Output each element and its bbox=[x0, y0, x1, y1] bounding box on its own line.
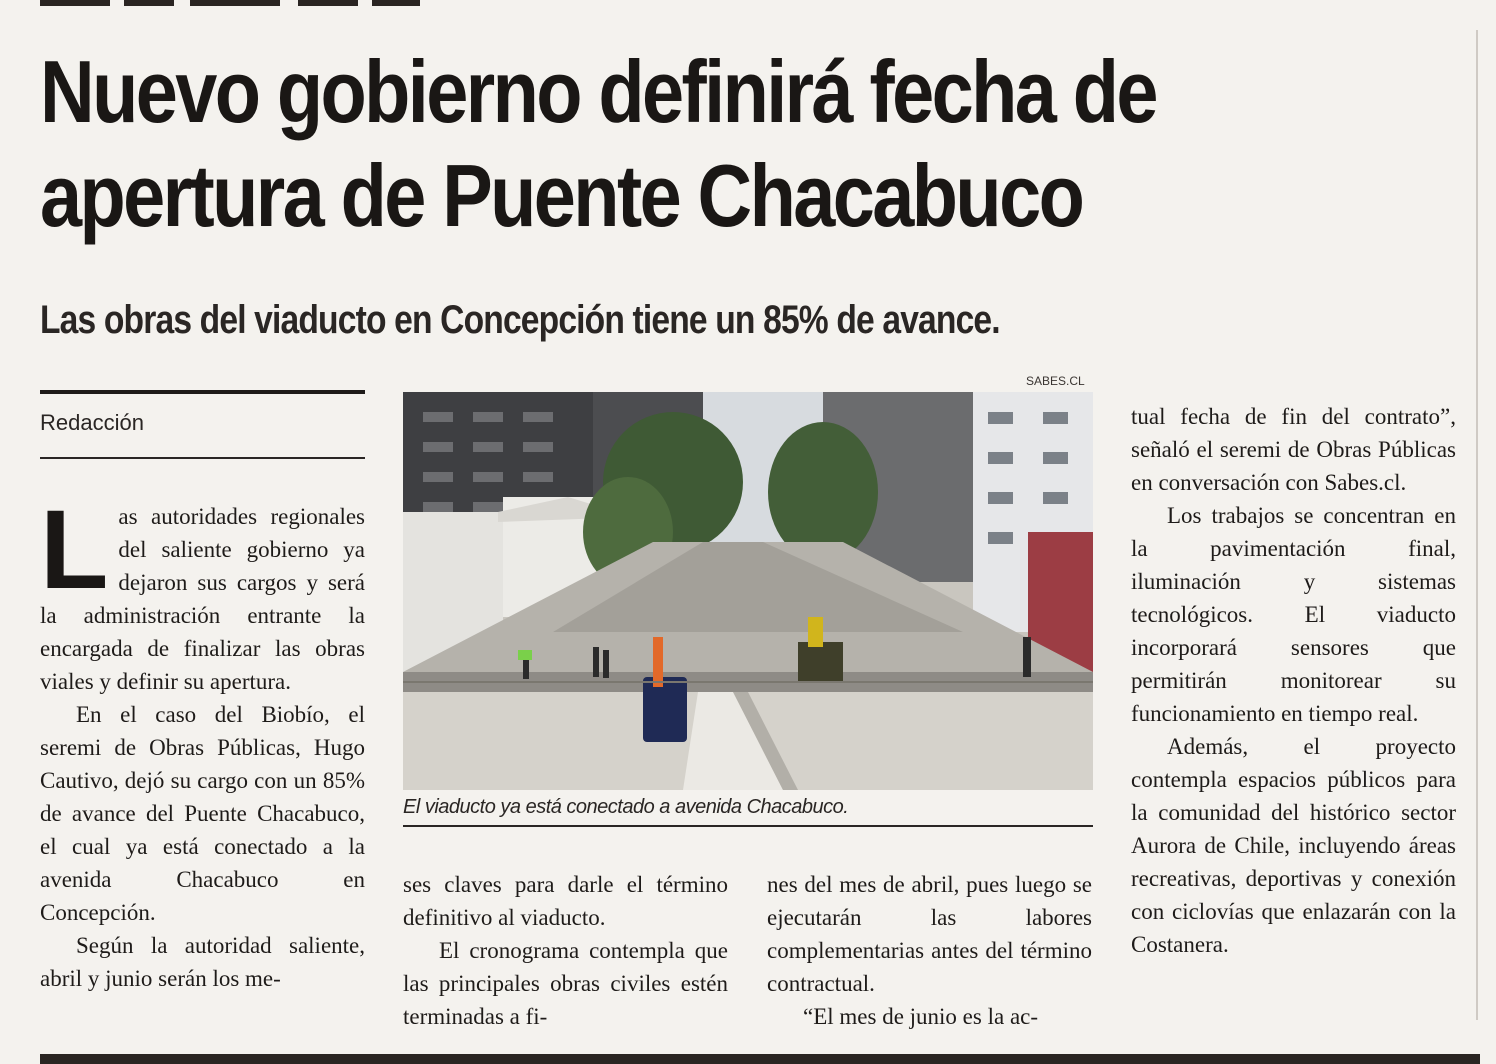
drop-cap: L bbox=[40, 487, 109, 612]
article-paragraph: Las autoridades regionales del saliente gobierno ya dejaron sus cargos y será la administración entrante la encargada de finalizar las obras viales y definir su apertura. bbox=[40, 487, 365, 694]
article-column-3 bbox=[767, 868, 1092, 1033]
photo-credit: SABES.CL bbox=[1026, 374, 1085, 388]
article-paragraph: Los trabajos se concentran en la pavimentación final, iluminación y sistemas tecnológicos. El viaducto incorporará sensores que permitirán monitorear su funcionamiento en tiempo real. bbox=[1131, 503, 1456, 726]
subheadline: Las obras del viaducto en Concepción tiene un 85% de avance. bbox=[40, 298, 1000, 342]
column-divider-right bbox=[1476, 30, 1478, 1020]
article-paragraph: nes del mes de abril, pues luego se ejecutarán las labores complementarias antes del término contractual. bbox=[767, 872, 1092, 996]
byline: Redacción bbox=[40, 410, 144, 435]
article-photo bbox=[403, 392, 1093, 790]
article-paragraph: Además, el proyecto contempla espacios públicos para la comunidad del histórico sector Aurora de Chile, incluyendo áreas recreativas, deportivas y conexión con ciclovías que enlazarán con la Costanera. bbox=[1131, 734, 1456, 957]
article-paragraph: Según la autoridad saliente, abril y junio serán los me- bbox=[40, 933, 365, 991]
article-paragraph: El cronograma contempla que las principales obras civiles estén terminadas a fi- bbox=[403, 938, 728, 1029]
article-paragraph: tual fecha de fin del contrato”, señaló el seremi de Obras Públicas en conversación con Sabes.cl. bbox=[1131, 404, 1456, 495]
article-column-4 bbox=[1131, 400, 1456, 961]
article-paragraph: ses claves para darle el término definitivo al viaducto. bbox=[403, 872, 728, 930]
page-bottom-rule bbox=[40, 1054, 1480, 1064]
article-column-2 bbox=[403, 868, 728, 1033]
photo-caption: El viaducto ya está conectado a avenida Chacabuco. bbox=[403, 796, 849, 818]
caption-rule bbox=[403, 825, 1093, 827]
article-column-1 bbox=[40, 487, 365, 995]
top-masthead-fragment bbox=[40, 0, 420, 8]
article-paragraph: En el caso del Biobío, el seremi de Obras Públicas, Hugo Cautivo, dejó su cargo con un 85% de avance del Puente Chacabuco, el cual ya está conectado a la avenida Chacabuco en Concepción. bbox=[40, 702, 365, 925]
article-paragraph: “El mes de junio es la ac- bbox=[803, 1004, 1039, 1029]
headline: Nuevo gobierno definirá fecha de apertura de Puente Chacabuco bbox=[40, 42, 1156, 245]
byline-bottom-rule bbox=[40, 457, 365, 459]
byline-top-rule bbox=[40, 390, 365, 394]
